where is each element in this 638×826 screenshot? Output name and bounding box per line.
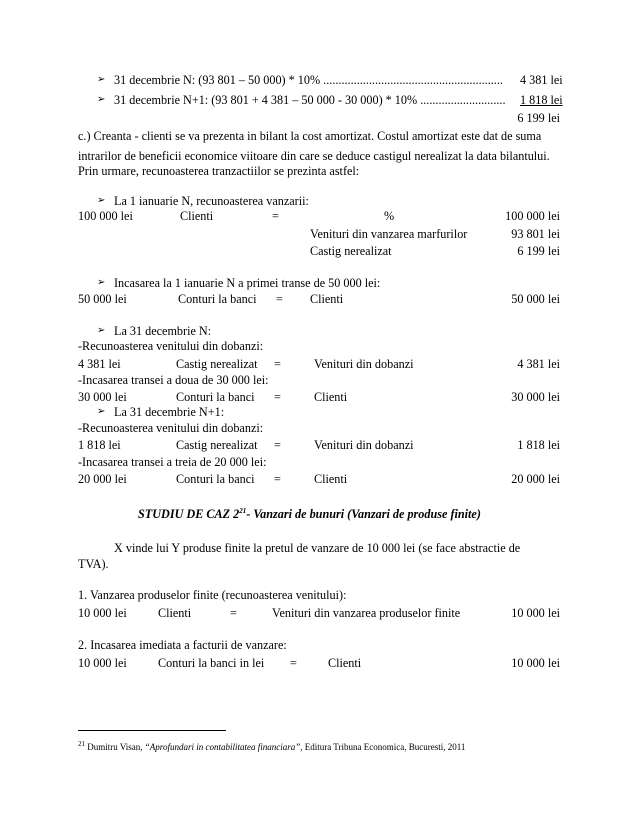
bullet-arrow-icon: ➢ [97,74,106,85]
footnote [78,740,465,754]
bullet-text: La 31 decembrie N+1: [114,405,225,419]
bullet-text: La 31 decembrie N: [114,324,212,338]
footnote-number: 21 [78,740,85,748]
amount: 4 381 lei [520,73,563,87]
paragraph-line: TVA). [78,557,109,571]
debit-account: Conturi la banci [176,390,255,404]
credit-account: Castig nerealizat [310,244,392,258]
debit-account: Conturi la banci in lei [158,656,265,670]
bullet-arrow-icon: ➢ [97,277,106,288]
equals-sign: = [230,606,237,620]
equals-sign: = [276,292,283,306]
credit-account: Venituri din vanzarea marfurilor [310,227,468,241]
debit-account: Castig nerealizat [176,357,258,371]
footnote-divider [78,730,226,731]
bullet-arrow-icon: ➢ [97,406,106,417]
amount: 10 000 lei [78,656,127,670]
debit-account: Castig nerealizat [176,438,258,452]
amount: 1 818 lei [517,438,560,452]
amount: 4 381 lei [517,357,560,371]
debit-account: Conturi la banci [178,292,257,306]
case-title-part: STUDIU DE CAZ 2 [138,507,240,521]
amount: 20 000 lei [511,472,560,486]
amount: 1 818 lei [520,93,563,107]
paragraph-line: intrarilor de beneficii economice viitoare din care se deduce castigul nerealizat la data bilantului. [78,149,550,163]
amount: 50 000 lei [78,292,127,306]
footnote-publisher: , Editura Tribuna Economica, Bucuresti, 2011 [300,742,466,752]
sub-heading: 2. Incasarea imediata a facturii de vanzare: [78,638,287,652]
amount: 6 199 lei [517,244,560,258]
amount: 100 000 lei [505,209,560,223]
sub-heading: -Incasarea transei a treia de 20 000 lei: [78,455,267,469]
amount: 10 000 lei [511,656,560,670]
credit-account: Clienti [328,656,362,670]
sub-heading: 1. Vanzarea produselor finite (recunoasterea venitului): [78,588,347,602]
equals-sign: = [274,357,281,371]
sub-heading: -Recunoasterea venitului din dobanzi: [78,339,264,353]
equals-sign: = [274,390,281,404]
paragraph-line: c.) Creanta - clienti se va prezenta in bilant la cost amortizat. Costul amortizat este dat de suma [78,129,542,143]
amount: 100 000 lei [78,209,133,223]
footnote-book-title: “Aprofundari in contabilitatea financiara” [144,742,301,752]
footnote-author: Dumitru Visan, [85,742,145,752]
case-title-part: - Vanzari de bunuri (Vanzari de produse finite) [246,507,481,521]
sub-heading: -Incasarea transei a doua de 30 000 lei: [78,373,269,387]
total-amount: 6 199 lei [517,111,560,125]
bullet-text: Incasarea la 1 ianuarie N a primei transe de 50 000 lei: [114,276,381,290]
amount: 30 000 lei [511,390,560,404]
amount: 50 000 lei [511,292,560,306]
credit-account: Clienti [314,390,348,404]
amount: 30 000 lei [78,390,127,404]
paragraph-line: X vinde lui Y produse finite la pretul de vanzare de 10 000 lei (se face abstractie de [114,541,521,555]
equals-sign: = [274,438,281,452]
bullet-text: La 1 ianuarie N, recunoasterea vanzarii: [114,194,309,208]
sub-heading: -Recunoasterea venitului din dobanzi: [78,421,264,435]
amount: 93 801 lei [511,227,560,241]
credit-account: Venituri din vanzarea produselor finite [272,606,461,620]
bullet-arrow-icon: ➢ [97,195,106,206]
percent-sign: % [384,209,395,223]
footnote-ref: 21 [239,506,247,515]
amount: 4 381 lei [78,357,121,371]
equals-sign: = [272,209,279,223]
amount: 1 818 lei [78,438,121,452]
credit-account: Clienti [310,292,344,306]
case-study-title [138,507,481,521]
equals-sign: = [274,472,281,486]
bullet-text: 31 decembrie N+1: (93 801 + 4 381 – 50 000 - 30 000) * 10% ............................ [114,93,506,107]
bullet-arrow-icon: ➢ [97,94,106,105]
debit-account: Clienti [158,606,192,620]
bullet-text: 31 decembrie N: (93 801 – 50 000) * 10% ........................................................... [114,73,503,87]
amount: 10 000 lei [511,606,560,620]
bullet-arrow-icon: ➢ [97,325,106,336]
debit-account: Clienti [180,209,214,223]
debit-account: Conturi la banci [176,472,255,486]
amount: 20 000 lei [78,472,127,486]
credit-account: Clienti [314,472,348,486]
credit-account: Venituri din dobanzi [314,438,414,452]
credit-account: Venituri din dobanzi [314,357,414,371]
equals-sign: = [290,656,297,670]
paragraph-line: Prin urmare, recunoasterea tranzactiilor se prezinta astfel: [78,164,360,178]
amount: 10 000 lei [78,606,127,620]
